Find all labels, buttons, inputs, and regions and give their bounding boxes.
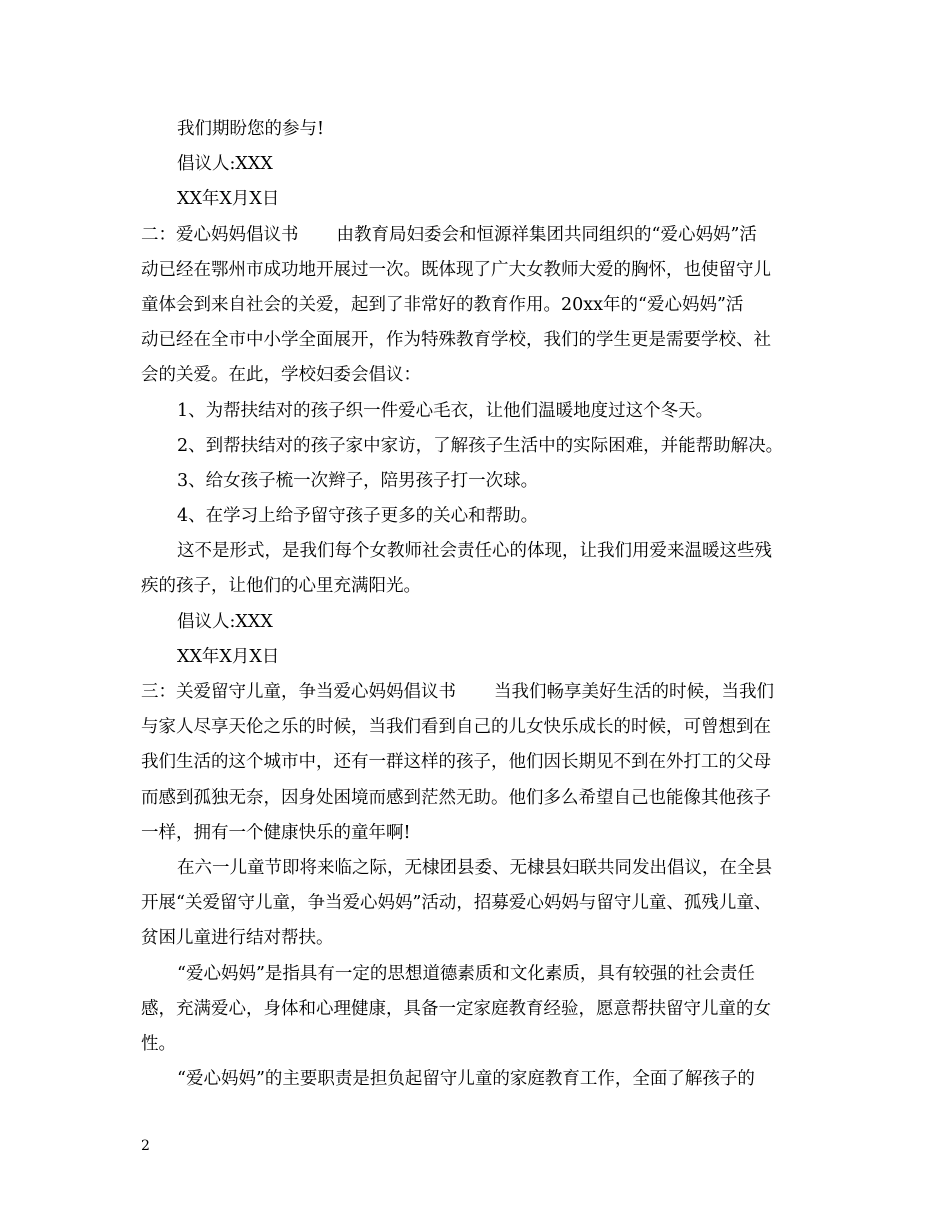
paragraph-line: XX年X月X日 bbox=[177, 189, 280, 210]
list-item: 4、在学习上给予留守孩子更多的关心和帮助。 bbox=[177, 506, 539, 527]
list-item: 3、给女孩子梳一次辫子，陪男孩子打一次球。 bbox=[177, 470, 539, 491]
paragraph-line: 我们生活的这个城市中，还有一群这样的孩子，他们因长期见不到在外打工的父母 bbox=[141, 752, 771, 773]
paragraph-line: 而感到孤独无奈，因身处困境而感到茫然无助。他们多么希望自己也能像其他孩子 bbox=[141, 787, 771, 808]
section-heading-line: 三：关爱留守儿童，争当爱心妈妈倡议书 当我们畅享美好生活的时候，当我们 bbox=[141, 682, 774, 702]
paragraph-line: “爱心妈妈”是指具有一定的思想道德素质和文化素质，具有较强的社会责任 bbox=[177, 963, 755, 984]
section-heading-line: 二：爱心妈妈倡议书 由教育局妇委会和恒源祥集团共同组织的“爱心妈妈”活 bbox=[141, 224, 757, 245]
paragraph-line: 这不是形式，是我们每个女教师社会责任心的体现，让我们用爱来温暖这些残 bbox=[177, 541, 772, 562]
paragraph-line: 与家人尽享天伦之乐的时候，当我们看到自己的儿女快乐成长的时候，可曾想到在 bbox=[141, 717, 771, 738]
section-heading: 三：关爱留守儿童，争当爱心妈妈倡议书 bbox=[141, 682, 456, 702]
document-body bbox=[141, 112, 815, 1097]
paragraph-line: 感，充满爱心，身体和心理健康，具备一定家庭教育经验，愿意帮扶留守儿童的女 bbox=[141, 998, 771, 1019]
paragraph-line: 倡议人:XXX bbox=[177, 611, 273, 632]
paragraph-line: 倡议人:XXX bbox=[177, 154, 273, 175]
paragraph-line: 动已经在鄂州市成功地开展过一次。既体现了广大女教师大爱的胸怀，也使留守儿 bbox=[141, 259, 771, 280]
paragraph-line: 我们期盼您的参与! bbox=[177, 119, 325, 139]
paragraph-line: 会的关爱。在此，学校妇委会倡议： bbox=[141, 365, 421, 386]
paragraph-line: 在六一儿童节即将来临之际，无棣团县委、无棣县妇联共同发出倡议，在全县 bbox=[177, 857, 772, 878]
paragraph-line: XX年X月X日 bbox=[177, 646, 280, 667]
list-item: 1、为帮扶结对的孩子织一件爱心毛衣，让他们温暖地度过这个冬天。 bbox=[177, 400, 714, 421]
page-number: 2 bbox=[141, 1138, 150, 1154]
list-item: 2、到帮扶结对的孩子家中家访，了解孩子生活中的实际困难，并能帮助解决。 bbox=[177, 435, 784, 456]
paragraph-line: 开展“关爱留守儿童，争当爱心妈妈”活动，招募爱心妈妈与留守儿童、孤残儿童、 bbox=[141, 893, 772, 914]
paragraph-line: 疾的孩子，让他们的心里充满阳光。 bbox=[141, 576, 421, 597]
section-heading: 二：爱心妈妈倡议书 bbox=[141, 224, 299, 245]
paragraph-line: 贫困儿童进行结对帮扶。 bbox=[141, 928, 334, 949]
paragraph-line: “爱心妈妈”的主要职责是担负起留守儿童的家庭教育工作，全面了解孩子的 bbox=[177, 1069, 755, 1090]
paragraph-line: 童体会到来自社会的关爱，起到了非常好的教育作用。20xx年的“爱心妈妈”活 bbox=[141, 294, 744, 315]
paragraph-line: 动已经在全市中小学全面展开，作为特殊教育学校，我们的学生更是需要学校、社 bbox=[141, 330, 771, 351]
paragraph-line: 性。 bbox=[141, 1033, 176, 1054]
paragraph-line: 一样，拥有一个健康快乐的童年啊! bbox=[141, 822, 411, 843]
